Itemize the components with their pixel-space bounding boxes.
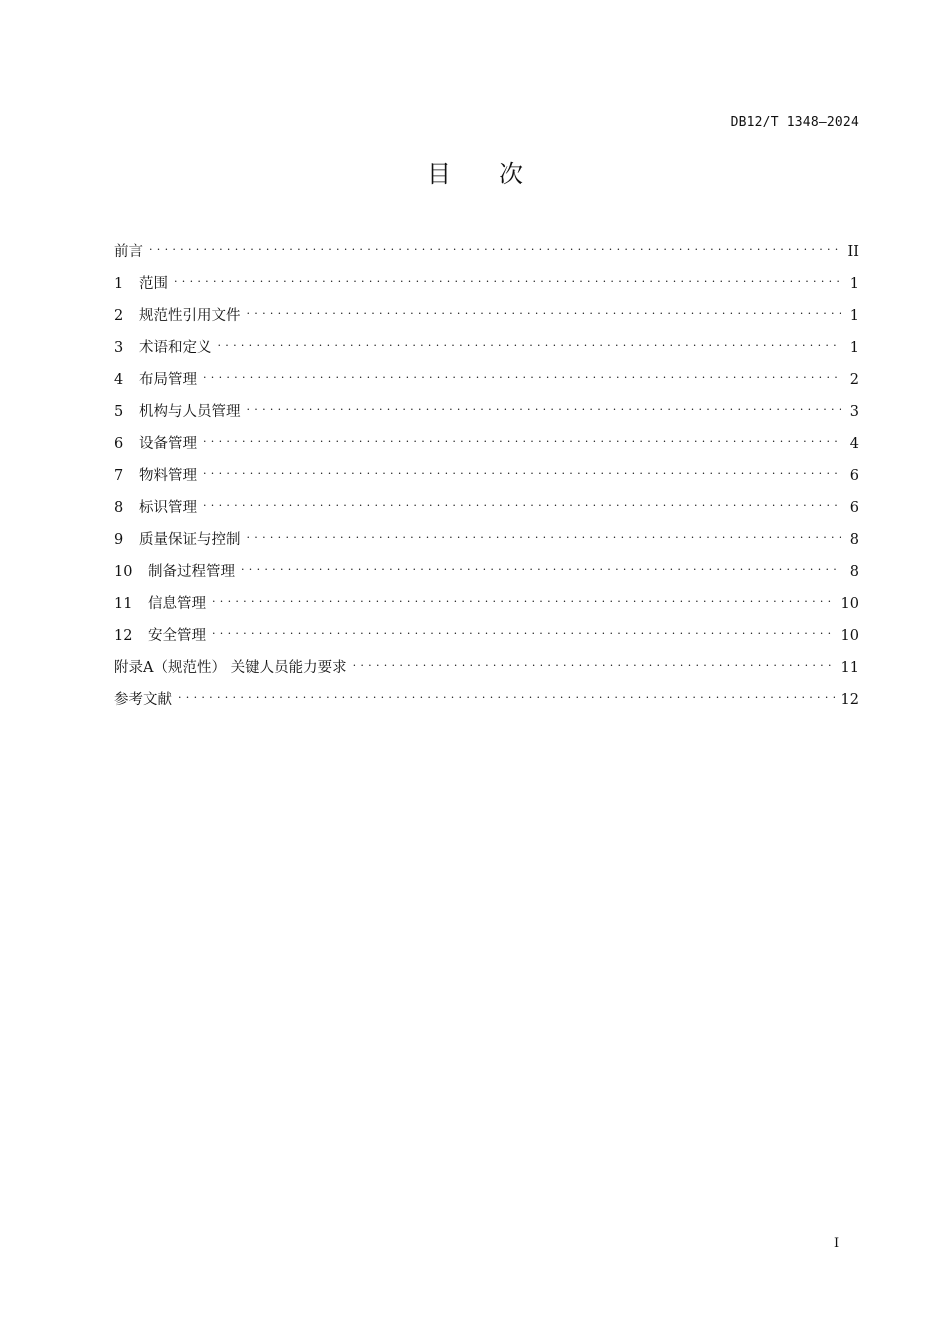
toc-entry-number: 3	[114, 340, 124, 356]
toc-entry-page: 6	[849, 500, 859, 516]
toc-entry-5[interactable]	[114, 400, 859, 432]
toc-entry-12[interactable]	[114, 624, 859, 656]
toc-entry-label: 质量保证与控制	[139, 532, 241, 548]
toc-leader-dots	[203, 434, 841, 449]
toc-entry-foreword[interactable]	[114, 240, 859, 272]
toc-leader-dots	[212, 594, 835, 609]
toc-entry-10[interactable]	[114, 560, 859, 592]
toc-leader-dots	[218, 338, 842, 353]
toc-entry-number: 5	[114, 404, 124, 420]
toc-leader-dots	[241, 562, 841, 577]
toc-entry-number: 8	[114, 500, 124, 516]
toc-leader-dots	[203, 498, 841, 513]
toc-entry-page: 11	[840, 660, 859, 676]
toc-entry-11[interactable]	[114, 592, 859, 624]
toc-entry-label: 术语和定义	[139, 340, 212, 356]
toc-entry-label: 附录A（规范性） 关键人员能力要求	[114, 660, 347, 676]
toc-entry-label: 前言	[114, 244, 143, 260]
toc-leader-dots	[247, 530, 842, 545]
toc-entry-label: 范围	[139, 276, 168, 292]
toc-entry-3[interactable]	[114, 336, 859, 368]
toc-entry-4[interactable]	[114, 368, 859, 400]
toc-entry-bibliography[interactable]	[114, 688, 859, 720]
toc-entry-page: 12	[840, 692, 859, 708]
toc-entry-page: 1	[849, 340, 859, 356]
toc-entry-label: 物料管理	[139, 468, 197, 484]
toc-leader-dots	[203, 466, 841, 481]
toc-entry-7[interactable]	[114, 464, 859, 496]
toc-entry-number: 6	[114, 436, 124, 452]
toc-entry-number: 4	[114, 372, 124, 388]
table-of-contents	[114, 240, 859, 720]
toc-entry-page: 8	[849, 532, 859, 548]
toc-entry-9[interactable]	[114, 528, 859, 560]
toc-entry-number: 2	[114, 308, 124, 324]
toc-entry-label: 制备过程管理	[148, 564, 235, 580]
toc-entry-label: 信息管理	[148, 596, 206, 612]
toc-entry-page: 2	[849, 372, 859, 388]
toc-entry-page: 1	[849, 308, 859, 324]
toc-entry-label: 布局管理	[139, 372, 197, 388]
toc-entry-number: 7	[114, 468, 124, 484]
toc-entry-1[interactable]	[114, 272, 859, 304]
toc-leader-dots	[149, 242, 841, 257]
toc-leader-dots	[353, 658, 835, 673]
toc-entry-page: 1	[849, 276, 859, 292]
toc-entry-page: 10	[840, 628, 859, 644]
toc-leader-dots	[212, 626, 835, 641]
toc-entry-label: 规范性引用文件	[139, 308, 241, 324]
toc-entry-label: 标识管理	[139, 500, 197, 516]
toc-entry-label: 机构与人员管理	[139, 404, 241, 420]
toc-entry-number: 1	[114, 276, 124, 292]
page-title: 目次	[427, 160, 571, 188]
toc-leader-dots	[247, 306, 842, 321]
toc-entry-page: 6	[849, 468, 859, 484]
toc-entry-2[interactable]	[114, 304, 859, 336]
toc-entry-label: 安全管理	[148, 628, 206, 644]
toc-leader-dots	[203, 370, 841, 385]
toc-leader-dots	[247, 402, 842, 417]
toc-entry-number: 10	[114, 564, 133, 580]
toc-entry-page: 10	[840, 596, 859, 612]
toc-entry-8[interactable]	[114, 496, 859, 528]
toc-leader-dots	[178, 690, 835, 705]
document-code: DB12/T 1348—2024	[730, 115, 859, 130]
toc-entry-6[interactable]	[114, 432, 859, 464]
toc-entry-label: 参考文献	[114, 692, 172, 708]
toc-entry-number: 9	[114, 532, 124, 548]
toc-entry-label: 设备管理	[139, 436, 197, 452]
toc-entry-number: 11	[114, 596, 133, 612]
toc-entry-page: 3	[849, 404, 859, 420]
toc-entry-page: 8	[849, 564, 859, 580]
toc-entry-page: 4	[849, 436, 859, 452]
toc-leader-dots	[174, 274, 841, 289]
toc-entry-appendix-a[interactable]	[114, 656, 859, 688]
page-number: I	[834, 1236, 840, 1251]
toc-entry-number: 12	[114, 628, 133, 644]
toc-entry-page: II	[847, 244, 859, 260]
